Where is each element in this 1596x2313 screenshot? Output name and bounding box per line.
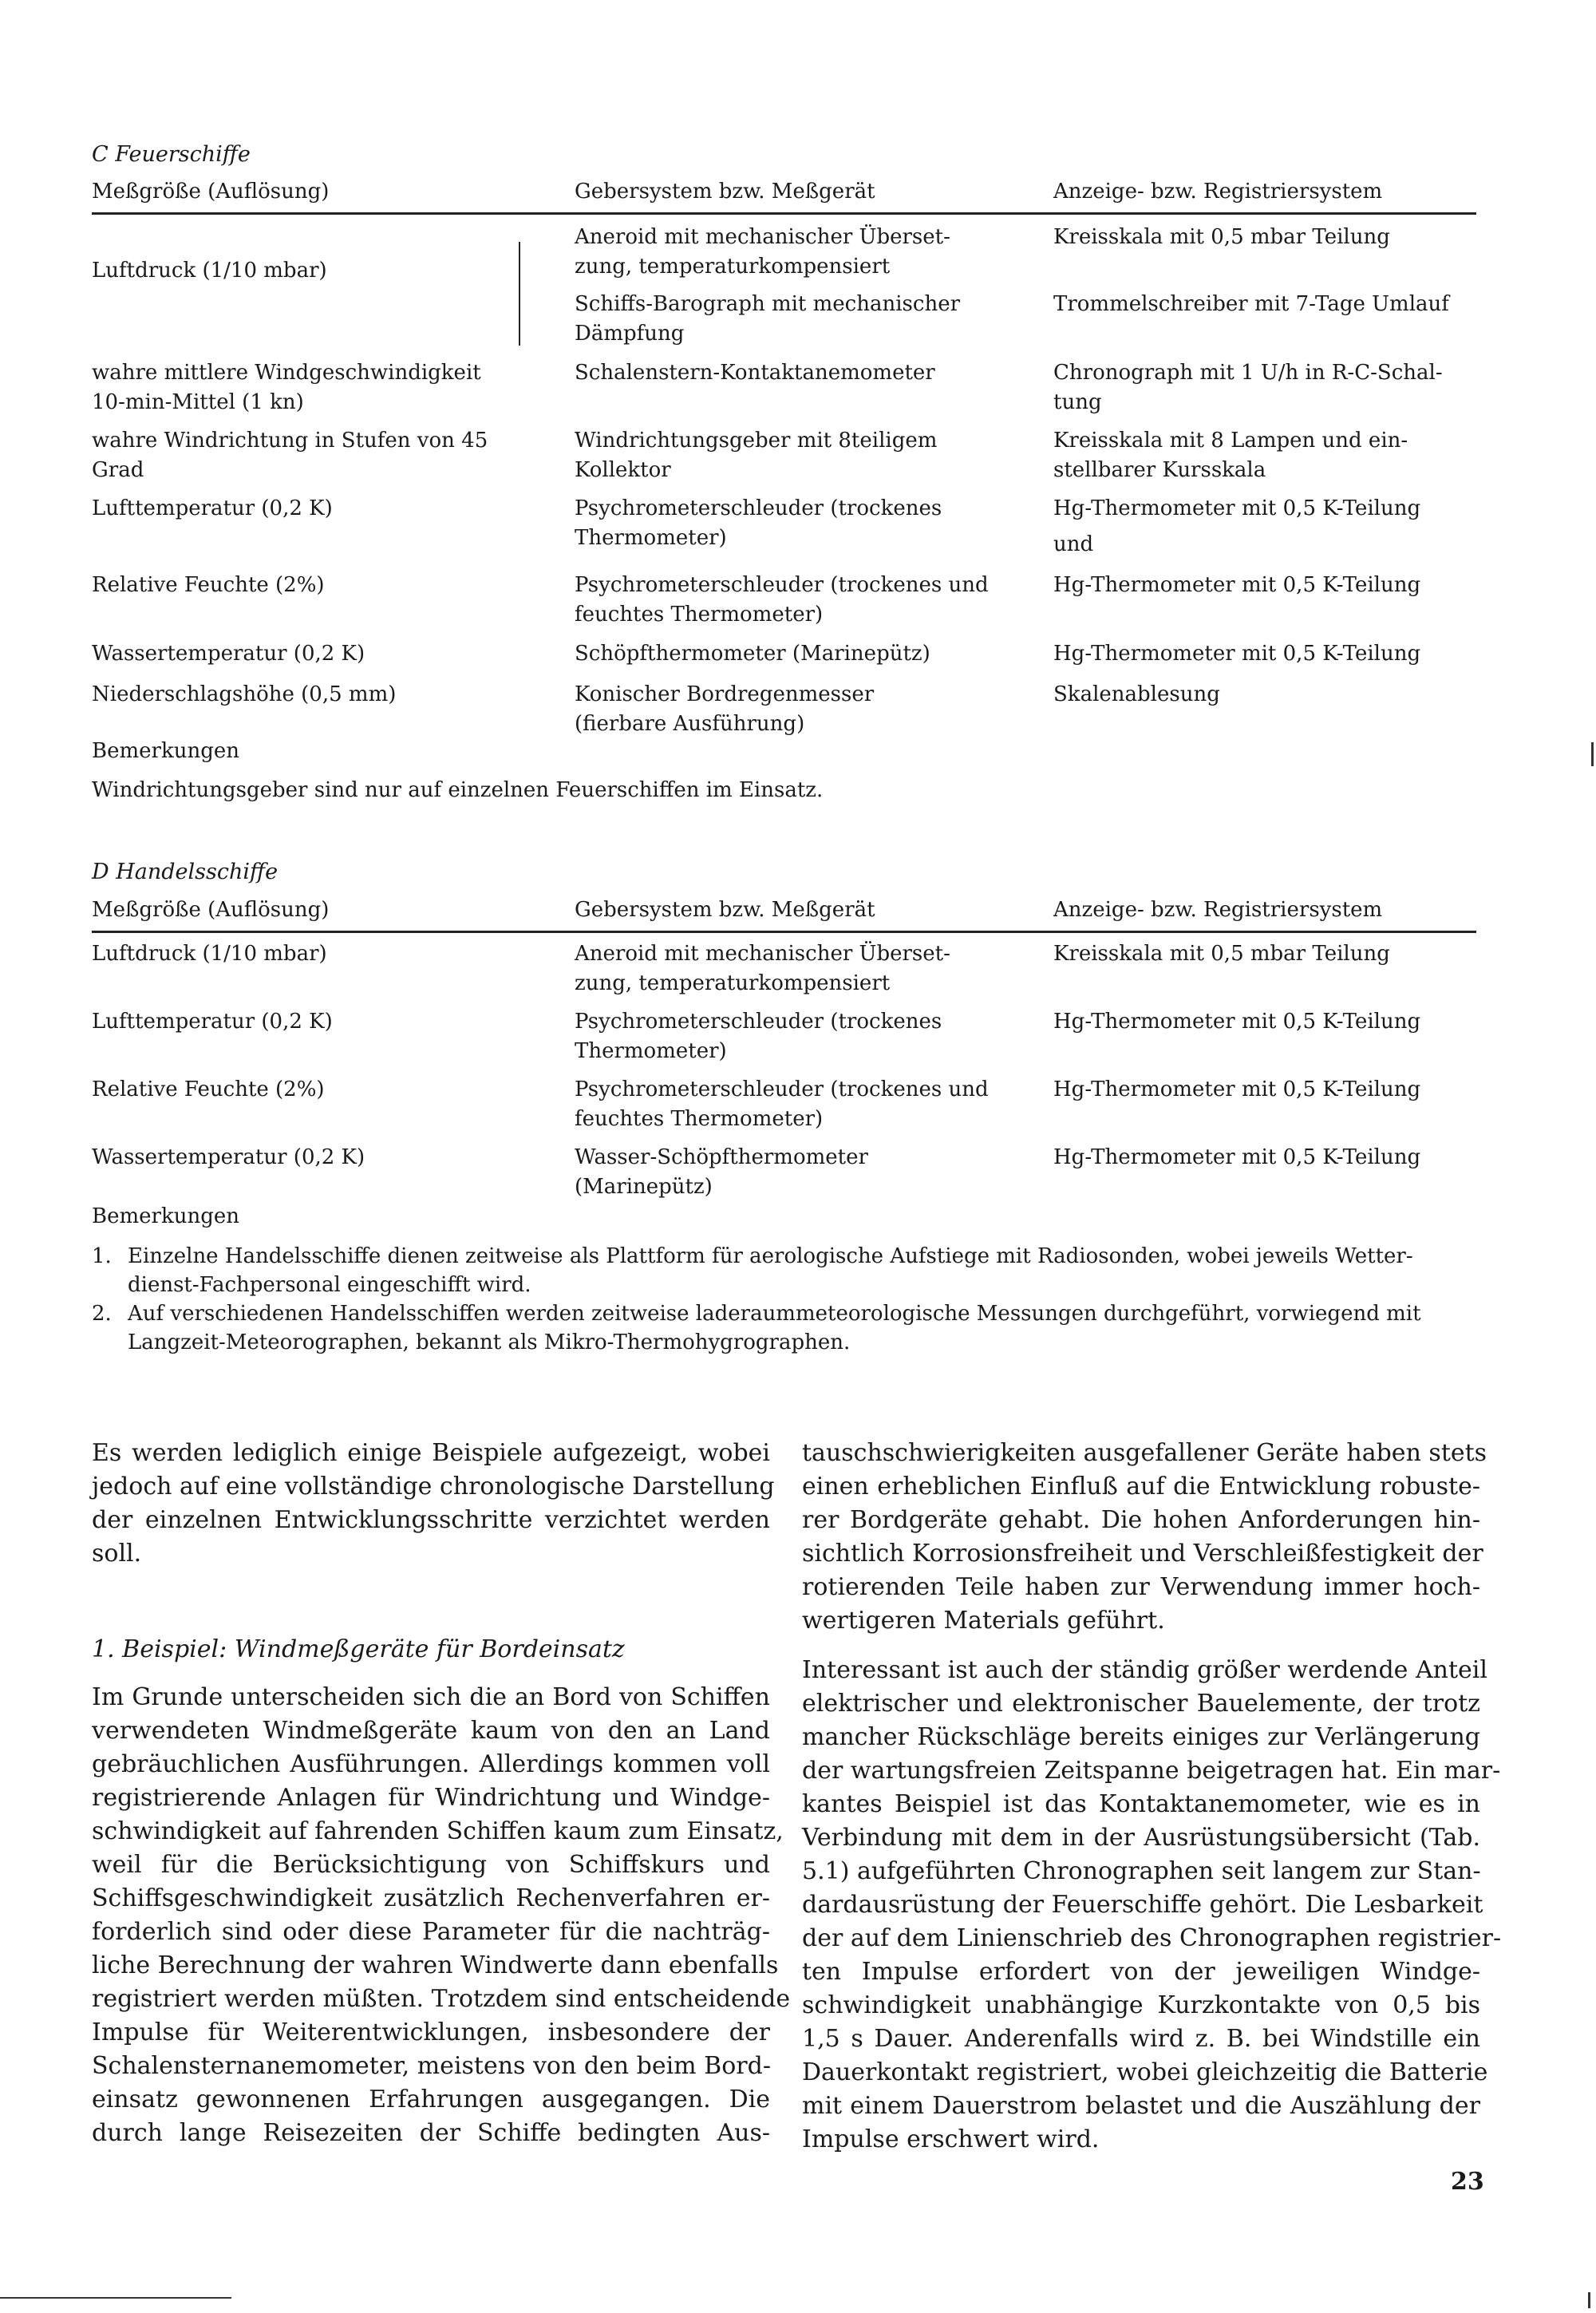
cell-measure: wahre mittlere Windgeschwindigkeit 10-min-Mittel (1 kn): [92, 361, 481, 414]
cell-sensor: Psychrometerschleuder (trockenes Thermometer): [575, 1010, 942, 1063]
header-sensor: Gebersystem bzw. Meßgerät: [575, 180, 875, 204]
cell-measure: Wassertemperatur (0,2 K): [92, 642, 365, 666]
cell-display: Hg-Thermometer mit 0,5 K-Teilung: [1053, 642, 1421, 666]
cell-measure: Relative Feuchte (2%): [92, 1077, 325, 1101]
header-measure: Meßgröße (Auflösung): [92, 898, 330, 922]
cell-sensor: Windrichtungsgeber mit 8teiligem Kollektor: [575, 429, 938, 482]
edge-mark: [1588, 2292, 1590, 2308]
table-row: [92, 571, 1476, 639]
cell-display: Hg-Thermometer mit 0,5 K-Teilung: [1053, 1010, 1421, 1034]
table-row: [92, 223, 1476, 358]
cell-sensor: Aneroid mit mechanischer Überset- zung, temperaturkompensiert Schiffs-Barograph mit mechanischer Dämpfung: [575, 225, 961, 346]
table-row: [92, 680, 1476, 744]
cell-sensor: Psychrometerschleuder (trockenes Thermometer): [575, 496, 942, 550]
header-display: Anzeige- bzw. Registriersystem: [1053, 898, 1383, 922]
cell-display: Hg-Thermometer mit 0,5 K-Teilung: [1053, 1145, 1421, 1169]
cell-measure: Lufttemperatur (0,2 K): [92, 496, 333, 520]
body-paragraph: Im Grunde unterscheiden sich die an Bord von Schiffen verwendeten Windmeßgeräte kaum von den an Land gebräuchlichen Ausführungen. Allerdings kommen voll registrierende Anlagen für Windrichtung und Windge- schwindigkeit auf fahrenden Schiffen kaum zum Einsatz, weil für die Berücksichtigung von Schiffskurs und Schiffsgeschwindigkeit zusätzlich Rechenverfahren er- forderlich sind oder diese Parameter für die nachträg- liche Berechnung der wahren Windwerte dann ebenfalls registriert werden müßten. Trotzdem sind entscheidende Impulse für Weiterentwicklungen, insbesondere der Schalensternanemometer, meistens von den beim Bord- einsatz gewonnenen Erfahrungen ausgegangen. Die durch lange Reisezeiten der Schiffe bedingten Aus-: [92, 1683, 791, 2147]
cell-measure: Niederschlagshöhe (0,5 mm): [92, 682, 397, 706]
table-header: [92, 896, 1476, 933]
remarks-text-c: Windrichtungsgeber sind nur auf einzelnen Feuerschiffen im Einsatz.: [92, 778, 824, 802]
cell-display: Hg-Thermometer mit 0,5 K-Teilung: [1053, 573, 1421, 597]
cell-display: Hg-Thermometer mit 0,5 K-Teilung: [1053, 1077, 1421, 1101]
cell-sensor: Konischer Bordregenmesser (fierbare Ausführung): [575, 682, 875, 736]
edge-mark: [1591, 742, 1594, 766]
cell-sensor: Wasser-Schöpfthermometer (Marinepütz): [575, 1145, 868, 1199]
section-heading: 1. Beispiel: Windmeßgeräte für Bordeinsatz: [92, 1635, 625, 1663]
cell-display: Hg-Thermometer mit 0,5 K-Teilung und: [1053, 496, 1421, 556]
table-row: [92, 1007, 1476, 1075]
cell-sensor: Psychrometerschleuder (trockenes und feuchtes Thermometer): [575, 573, 989, 627]
cell-display: Kreisskala mit 0,5 mbar Teilung Trommelschreiber mit 7-Tage Umlauf: [1053, 225, 1449, 316]
cell-sensor: Aneroid mit mechanischer Überset- zung, temperaturkompensiert: [575, 942, 950, 995]
cell-sensor: Schalenstern-Kontaktanemometer: [575, 361, 935, 385]
table-row: [92, 939, 1476, 1007]
table-row: [92, 1075, 1476, 1143]
cell-display: Chronograph mit 1 U/h in R-C-Schal- tung: [1053, 361, 1443, 414]
table-row: [92, 494, 1476, 571]
cell-measure: Luftdruck (1/10 mbar): [92, 942, 327, 966]
table-feuerschiffe: [92, 177, 1476, 744]
remarks-heading-c: Bemerkungen: [92, 739, 239, 763]
cell-measure: Luftdruck (1/10 mbar): [92, 259, 327, 283]
cell-display: Skalenablesung: [1053, 682, 1220, 706]
body-paragraph: Interessant ist auch der ständig größer werdende Anteil elektrischer und elektronischer Bauelemente, der trotz mancher Rückschläge bereits einiges zur Verlängerung der wartungsfreien Zeitspanne beigetragen hat. Ein mar- kantes Beispiel ist das Kontaktanemometer, wie es in Verbindung mit dem in der Ausrüstungsübersicht (Tab. 5.1) aufgeführten Chronographen seit langem zur Stan- dardausrüstung der Feuerschiffe gehört. Die Lesbarkeit der auf dem Linienschrieb des Chronographen registrier- ten Impulse erfordert von der jeweiligen Windge- schwindigkeit unabhängige Kurzkontakte von 0,5 bis 1,5 s Dauer. Anderenfalls wird z. B. bei Windstille ein Dauerkontakt registriert, wobei gleichzeitig die Batterie mit einem Dauerstrom belastet und die Auszählung der Impulse erschwert wird.: [802, 1656, 1502, 2153]
body-paragraph: tauschschwierigkeiten ausgefallener Geräte haben stets einen erheblichen Einfluß auf die Entwicklung robuste- rer Bordgeräte gehabt. Die hohen Anforderungen hin- sichtlich Korrosionsfreiheit und Verschleißfestigkeit der rotierenden Teile haben zur Verwendung immer hoch- wertigeren Materials geführt.: [802, 1439, 1487, 1635]
header-measure: Meßgröße (Auflösung): [92, 180, 330, 204]
cell-sensor: Schöpfthermometer (Marinepütz): [575, 642, 930, 666]
table-row: [92, 358, 1476, 426]
table-row: [92, 1143, 1476, 1207]
section-d-title: D Handelsschiffe: [92, 860, 279, 884]
cell-measure: Relative Feuchte (2%): [92, 573, 325, 597]
list-item: 1. Einzelne Handelsschiffe dienen zeitweise als Plattform für aerologische Aufstiege mit Radiosonden, wobei jeweils Wetter- dienst-Fachpersonal eingeschifft wird.: [92, 1244, 1413, 1297]
section-c-title: C Feuerschiffe: [92, 142, 251, 167]
page-number: 23: [1451, 2168, 1484, 2196]
list-item: 2. Auf verschiedenen Handelsschiffen werden zeitweise laderaummeteorologische Messungen durchgeführt, vorwiegend mit Langzeit-Meteorographen, bekannt als Mikro-Thermohygrographen.: [92, 1302, 1421, 1354]
header-sensor: Gebersystem bzw. Meßgerät: [575, 898, 875, 922]
cell-measure: Wassertemperatur (0,2 K): [92, 1145, 365, 1169]
cell-display: Kreisskala mit 8 Lampen und ein- stellbarer Kursskala: [1053, 429, 1408, 482]
cell-measure: Lufttemperatur (0,2 K): [92, 1010, 333, 1034]
cell-measure: wahre Windrichtung in Stufen von 45 Grad: [92, 429, 488, 482]
left-column: [92, 1437, 791, 2166]
brace-divider: [519, 242, 530, 346]
intro-paragraph: Es werden lediglich einige Beispiele aufgezeigt, wobei jedoch auf eine vollständige chronologische Darstellung der einzelnen Entwicklungsschritte verzichtet werden soll.: [92, 1439, 775, 1568]
table-handelsschiffe: [92, 896, 1476, 1207]
header-display: Anzeige- bzw. Registriersystem: [1053, 180, 1383, 204]
remarks-list-d: [92, 1242, 1480, 1357]
table-row: [92, 639, 1476, 680]
cell-display: Kreisskala mit 0,5 mbar Teilung: [1053, 942, 1390, 966]
table-header: [92, 177, 1476, 215]
remarks-heading-d: Bemerkungen: [92, 1204, 239, 1228]
right-column: [802, 1437, 1502, 2173]
table-row: [92, 426, 1476, 494]
cell-sensor: Psychrometerschleuder (trockenes und feuchtes Thermometer): [575, 1077, 989, 1131]
bottom-rule: [0, 2297, 231, 2299]
